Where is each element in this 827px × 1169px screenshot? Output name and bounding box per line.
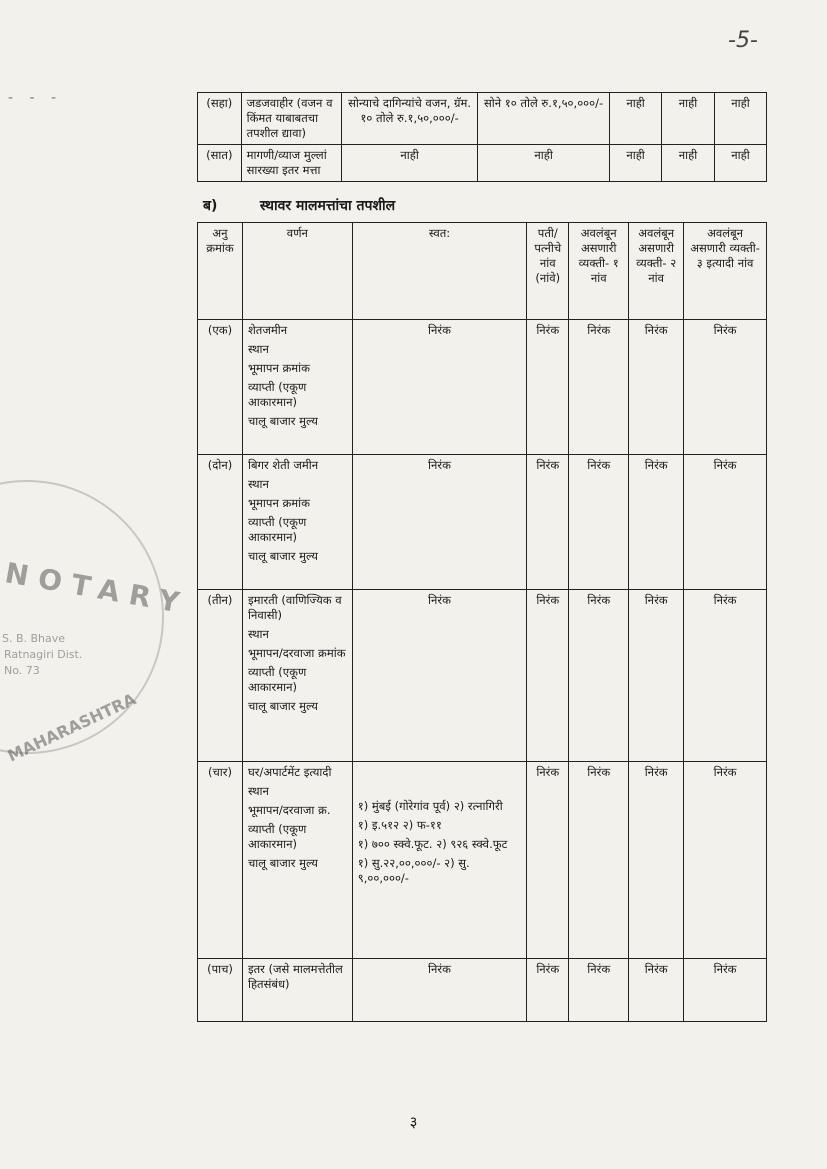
dependent-3-value: निरंक [684, 320, 767, 455]
dependent-1-value: नाही [610, 93, 662, 145]
row-description [242, 762, 352, 959]
header-self: स्वत: [352, 223, 527, 320]
desc-line: स्थान [247, 627, 269, 641]
row-description [242, 590, 352, 762]
table-row [198, 93, 767, 145]
table-row [198, 959, 767, 1022]
row-description [242, 959, 352, 1022]
spouse-value: निरंक [527, 959, 569, 1022]
row-number: (चार) [198, 762, 243, 959]
dependent-3-value: निरंक [684, 762, 767, 959]
dependent-2-value: नाही [662, 145, 715, 182]
dependent-2-value: निरंक [629, 320, 684, 455]
dependent-1-value: निरंक [569, 320, 629, 455]
dependent-3-value: नाही [714, 93, 766, 145]
row-description [242, 455, 352, 590]
row-description: जडजवाहीर (वजन व किंमत याबाबतचा तपशील द्यावा) [241, 93, 341, 145]
desc-line: चालू बाजार मुल्य [247, 414, 318, 428]
row-number: (तीन) [198, 590, 243, 762]
margin-marks: - - - [8, 90, 63, 106]
self-line: १) मुंबई (गोरेगांव पूर्व) २) रत्नागिरी [357, 799, 503, 813]
desc-line: भूमापन क्रमांक [247, 361, 310, 375]
dependent-2-value: निरंक [629, 959, 684, 1022]
desc-line: व्याप्ती (एकूण आकारमान) [247, 380, 307, 409]
stamp-name: S. B. Bhave [2, 632, 66, 645]
self-line: १) इ.५१२ २) फ-११ [357, 818, 442, 832]
row-description: मागणी/व्याज मुल्लां सारख्या इतर मत्ता [241, 145, 341, 182]
table-row [198, 455, 767, 590]
row-number: (पाच) [198, 959, 243, 1022]
row-description [242, 320, 352, 455]
desc-line: भूमापन/दरवाजा क्र. [247, 803, 331, 817]
header-spouse: पती/ पत्नीचे नांव (नांवे) [527, 223, 569, 320]
stamp-state: MAHARASHTRA [4, 689, 139, 766]
desc-line: घर/अपार्टमेंट इत्यादी [247, 765, 332, 779]
table-header-row [198, 223, 767, 320]
spouse-value: निरंक [527, 455, 569, 590]
header-dependent-3: अवलंबून असणारी व्यक्ती- ३ इत्यादी नांव [684, 223, 767, 320]
stamp-reg-no: No. 73 [4, 664, 40, 677]
desc-line: स्थान [247, 784, 269, 798]
dependent-2-value: नाही [662, 93, 715, 145]
self-value: निरंक [352, 320, 527, 455]
desc-line: स्थान [247, 477, 269, 491]
row-number: (दोन) [198, 455, 243, 590]
dependent-1-value: निरंक [569, 590, 629, 762]
self-value: निरंक [352, 959, 527, 1022]
dependent-1-value: निरंक [569, 959, 629, 1022]
spouse-value: निरंक [527, 762, 569, 959]
header-dependent-1: अवलंबून असणारी व्यक्ती- १ नांव [569, 223, 629, 320]
desc-line: व्याप्ती (एकूण आकारमान) [247, 515, 307, 544]
stamp-district: Ratnagiri Dist. [4, 648, 83, 661]
row-number: (एक) [198, 320, 243, 455]
spouse-value: नाही [478, 145, 610, 182]
table-row [198, 762, 767, 959]
self-line: १) ७०० स्क्वे.फूट. २) ९२६ स्क्वे.फूट [357, 837, 508, 851]
movable-assets-table-continuation [197, 92, 767, 182]
desc-line: शेतजमीन [247, 323, 288, 337]
spouse-value: सोने १० तोले रु.१,५०,०००/- [478, 93, 610, 145]
section-title: स्थावर मालमत्तांचा तपशील [259, 198, 396, 214]
dependent-2-value: निरंक [629, 590, 684, 762]
dependent-3-value: निरंक [684, 455, 767, 590]
immovable-assets-table [197, 222, 767, 1022]
desc-line: चालू बाजार मुल्य [247, 856, 318, 870]
desc-line: बिगर शेती जमीन [247, 458, 319, 472]
self-value: निरंक [352, 455, 527, 590]
spouse-value: निरंक [527, 590, 569, 762]
desc-line: चालू बाजार मुल्य [247, 699, 318, 713]
header-dependent-2: अवलंबून असणारी व्यक्ती- २ नांव [629, 223, 684, 320]
desc-line: इमारती (वाणिज्यिक व निवासी) [247, 593, 342, 622]
notary-stamp [0, 480, 192, 766]
self-value: निरंक [352, 590, 527, 762]
header-description: वर्णन [242, 223, 352, 320]
row-number: (सात) [198, 145, 242, 182]
dependent-1-value: नाही [610, 145, 662, 182]
dependent-3-value: नाही [714, 145, 766, 182]
self-value: नाही [342, 145, 478, 182]
header-serial: अनु क्रमांक [198, 223, 243, 320]
section-heading [203, 196, 395, 215]
self-value [352, 762, 527, 959]
dependent-3-value: निरंक [684, 959, 767, 1022]
self-value: सोन्याचे दागिन्यांचे वजन, ग्रॅम. १० तोले रु.१,५०,०००/- [342, 93, 478, 145]
dependent-2-value: निरंक [629, 455, 684, 590]
dependent-3-value: निरंक [684, 590, 767, 762]
table-row [198, 145, 767, 182]
desc-line: व्याप्ती (एकूण आकारमान) [247, 665, 307, 694]
table-row [198, 590, 767, 762]
desc-line: इतर (जसे मालमत्तेतील हितसंबंध) [247, 962, 343, 991]
row-number: (सहा) [198, 93, 242, 145]
stamp-notary-text: NOTARY [2, 556, 192, 621]
self-line [358, 765, 522, 795]
page-number: ३ [409, 1113, 418, 1131]
desc-line: भूमापन क्रमांक [247, 496, 310, 510]
table-row [198, 320, 767, 455]
desc-line: स्थान [247, 342, 269, 356]
desc-line: भूमापन/दरवाजा क्रमांक [247, 646, 346, 660]
self-line: १) सु.२२,००,०००/- २) सु. ९,००,०००/- [357, 856, 470, 885]
section-label: ब) [203, 198, 218, 214]
desc-line: चालू बाजार मुल्य [247, 549, 318, 563]
spouse-value: निरंक [527, 320, 569, 455]
dependent-1-value: निरंक [569, 762, 629, 959]
handwritten-page-marker: -5- [728, 28, 758, 53]
dependent-1-value: निरंक [569, 455, 629, 590]
desc-line: व्याप्ती (एकूण आकारमान) [247, 822, 307, 851]
dependent-2-value: निरंक [629, 762, 684, 959]
